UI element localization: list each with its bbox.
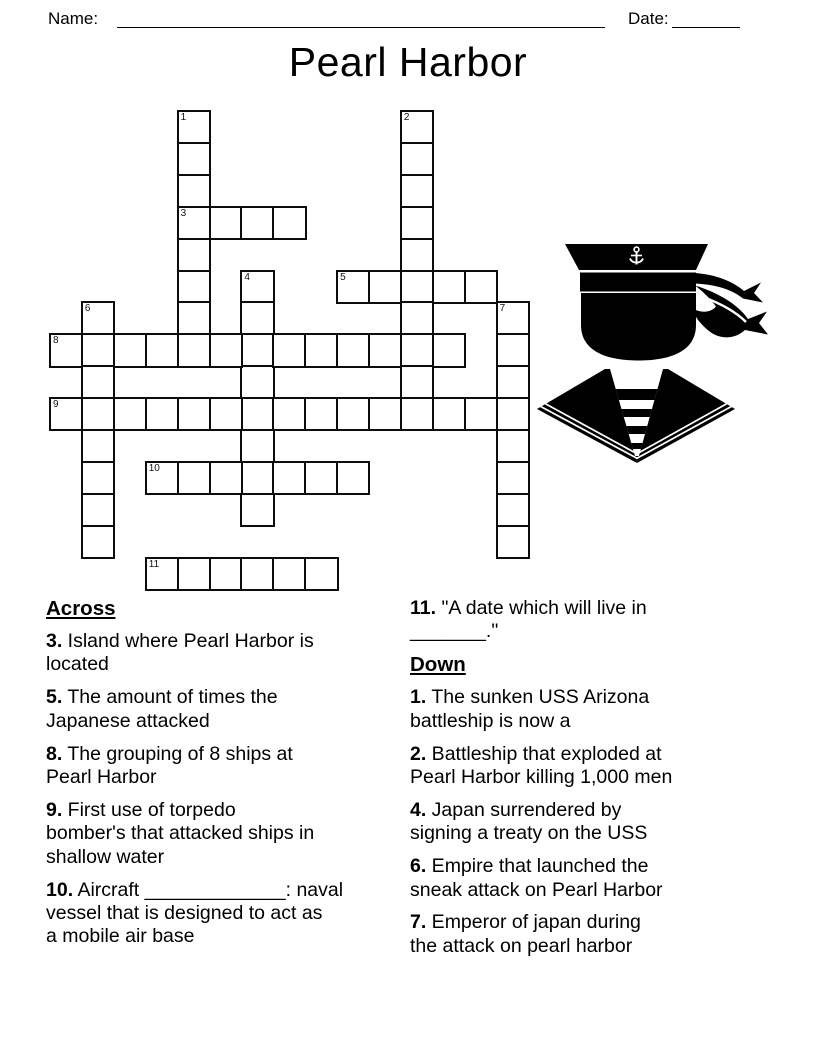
grid-cell[interactable]: [240, 301, 274, 335]
clue-number: 4.: [410, 798, 427, 821]
grid-cell[interactable]: [304, 461, 338, 495]
clue-line: 2. Battleship that exploded at: [410, 742, 662, 765]
grid-cell[interactable]: [272, 333, 306, 367]
clue-number: 1.: [410, 686, 427, 709]
clue-line: Pearl Harbor killing 1,000 men: [410, 765, 673, 788]
grid-cell[interactable]: [177, 206, 211, 240]
clue-number: 6.: [410, 855, 427, 878]
page-title: Pearl Harbor: [288, 39, 528, 85]
grid-cell[interactable]: [400, 174, 434, 208]
grid-cell[interactable]: [177, 461, 211, 495]
clue-line: _______.": [410, 620, 499, 643]
clue-line: 9. First use of torpedo: [46, 798, 236, 821]
clue-number: 2.: [410, 742, 427, 765]
grid-cell[interactable]: [145, 397, 179, 431]
grid-cell[interactable]: [240, 397, 274, 431]
cell-number: 1: [180, 112, 187, 123]
sailor-illustration: [530, 240, 778, 470]
grid-cell[interactable]: [240, 493, 274, 527]
sailor-scarf: [692, 273, 768, 337]
grid-cell[interactable]: [272, 461, 306, 495]
grid-cell[interactable]: [400, 301, 434, 335]
clue-line: 1. The sunken USS Arizona: [410, 686, 650, 709]
grid-cell[interactable]: [496, 493, 530, 527]
grid-cell[interactable]: [177, 238, 211, 272]
grid-cell[interactable]: [145, 333, 179, 367]
grid-cell[interactable]: [240, 429, 274, 463]
grid-cell[interactable]: [209, 557, 243, 591]
grid-cell[interactable]: [368, 333, 402, 367]
clue-line: 7. Emperor of japan during: [410, 911, 641, 934]
grid-cell[interactable]: [272, 557, 306, 591]
clue-line: 11. "A date which will live in: [410, 597, 647, 619]
grid-cell[interactable]: [464, 270, 498, 304]
grid-cell[interactable]: [496, 365, 530, 399]
sailor-head: [581, 293, 696, 361]
grid-cell[interactable]: [400, 142, 434, 176]
grid-cell[interactable]: [368, 270, 402, 304]
cell-number: 9: [53, 399, 59, 411]
grid-cell[interactable]: [400, 238, 434, 272]
across-clues-column: [46, 597, 402, 958]
clue-number: 5.: [46, 686, 63, 709]
grid-cell[interactable]: [240, 557, 274, 591]
cell-number: 10: [148, 462, 160, 474]
grid-cell[interactable]: [432, 397, 466, 431]
grid-cell[interactable]: [209, 333, 243, 367]
clue-2: [410, 743, 800, 790]
clue-9: [46, 799, 402, 869]
grid-cell[interactable]: [336, 461, 370, 495]
sailor-hatband: [580, 273, 696, 292]
grid-cell[interactable]: [81, 333, 115, 367]
grid-cell[interactable]: [336, 333, 370, 367]
grid-cell[interactable]: [400, 270, 434, 304]
grid-cell[interactable]: [49, 333, 83, 367]
clue-line: 5. The amount of times the: [46, 686, 278, 709]
grid-cell[interactable]: [81, 461, 115, 495]
grid-cell[interactable]: [209, 206, 243, 240]
grid-cell[interactable]: [177, 333, 211, 367]
grid-cell[interactable]: [304, 557, 338, 591]
clue-8: [46, 743, 402, 790]
down-clues-column: [410, 597, 800, 968]
grid-cell[interactable]: [209, 461, 243, 495]
clue-line: the attack on pearl harbor: [410, 934, 633, 957]
clue-3: [46, 630, 402, 677]
date-label: Date:: [628, 9, 669, 28]
across-header: Across: [46, 597, 116, 620]
grid-cell[interactable]: [81, 429, 115, 463]
clue-line: Pearl Harbor: [46, 765, 157, 788]
grid-cell[interactable]: [496, 525, 530, 559]
down-header: Down: [410, 653, 466, 677]
grid-cell[interactable]: [177, 557, 211, 591]
grid-cell[interactable]: [496, 301, 530, 335]
grid-cell[interactable]: [272, 206, 306, 240]
clue-line: located: [46, 653, 109, 676]
clue-line: bomber's that attacked ships in: [46, 822, 315, 845]
clue-line: 3. Island where Pearl Harbor is: [46, 629, 314, 652]
grid-cell[interactable]: [240, 333, 274, 367]
grid-cell[interactable]: [145, 461, 179, 495]
grid-cell[interactable]: [81, 397, 115, 431]
cell-number: 4: [244, 271, 250, 283]
grid-cell[interactable]: [113, 397, 147, 431]
cell-number: 11: [148, 558, 160, 570]
grid-cell[interactable]: [113, 333, 147, 367]
grid-cell[interactable]: [496, 429, 530, 463]
grid-cell[interactable]: [400, 333, 434, 367]
clue-line: a mobile air base: [46, 925, 195, 948]
grid-cell[interactable]: [336, 397, 370, 431]
grid-cell[interactable]: [177, 270, 211, 304]
grid-cell[interactable]: [177, 110, 211, 144]
clue-line: 10. Aircraft _____________: naval: [46, 878, 344, 901]
cell-number: 7: [499, 303, 506, 315]
grid-cell[interactable]: [496, 333, 530, 367]
clue-line: 6. Empire that launched the: [410, 855, 649, 878]
grid-cell[interactable]: [177, 174, 211, 208]
clue-number: 8.: [46, 742, 63, 765]
clue-6: [410, 855, 800, 902]
sailor-collar: [537, 369, 735, 463]
grid-cell[interactable]: [336, 270, 370, 304]
clue-line: Japanese attacked: [46, 709, 210, 732]
grid-cell[interactable]: [496, 397, 530, 431]
grid-cell[interactable]: [81, 525, 115, 559]
grid-cell[interactable]: [464, 397, 498, 431]
clue-line: vessel that is designed to act as: [46, 901, 323, 924]
name-label: Name:: [48, 9, 99, 28]
grid-cell[interactable]: [400, 397, 434, 431]
cell-number: 8: [53, 335, 59, 347]
grid-cell[interactable]: [240, 461, 274, 495]
clue-10: [46, 879, 402, 949]
grid-cell[interactable]: [145, 557, 179, 591]
grid-cell[interactable]: [177, 301, 211, 335]
clue-number: 7.: [410, 911, 427, 934]
clue-1: [410, 686, 800, 733]
grid-cell[interactable]: [272, 397, 306, 431]
grid-cell[interactable]: [240, 365, 274, 399]
grid-cell[interactable]: [81, 365, 115, 399]
grid-cell[interactable]: [177, 142, 211, 176]
grid-cell[interactable]: [177, 397, 211, 431]
grid-cell[interactable]: [400, 110, 434, 144]
grid-cell[interactable]: [209, 397, 243, 431]
clue-number: 10.: [46, 878, 74, 901]
grid-cell[interactable]: [49, 397, 83, 431]
cell-number: 5: [340, 271, 346, 283]
clue-number: 9.: [46, 798, 63, 821]
clue-line: 8. The grouping of 8 ships at: [46, 742, 293, 765]
cell-number: 3: [180, 207, 187, 219]
clue-line: battleship is now a: [410, 709, 571, 732]
date-line[interactable]: [672, 27, 740, 28]
clue-11: [410, 597, 800, 644]
name-line[interactable]: [117, 27, 605, 28]
grid-cell[interactable]: [304, 333, 338, 367]
grid-cell[interactable]: [240, 270, 274, 304]
grid-cell[interactable]: [240, 206, 274, 240]
grid-cell[interactable]: [368, 397, 402, 431]
grid-cell[interactable]: [304, 397, 338, 431]
cell-number: 6: [84, 303, 91, 315]
grid-cell[interactable]: [432, 333, 466, 367]
clue-number: 3.: [46, 629, 63, 652]
grid-cell[interactable]: [432, 270, 466, 304]
clue-4: [410, 799, 800, 846]
clue-line: 4. Japan surrendered by: [410, 798, 622, 821]
cell-number: 2: [403, 112, 410, 123]
grid-cell[interactable]: [496, 461, 530, 495]
clue-5: [46, 686, 402, 733]
clue-number: 11.: [410, 597, 437, 619]
clue-line: sneak attack on Pearl Harbor: [410, 878, 663, 901]
grid-cell[interactable]: [400, 365, 434, 399]
grid-cell[interactable]: [81, 493, 115, 527]
clue-line: shallow water: [46, 845, 165, 868]
grid-cell[interactable]: [81, 301, 115, 335]
clue-line: signing a treaty on the USS: [410, 822, 648, 845]
clue-7: [410, 911, 800, 958]
grid-cell[interactable]: [400, 206, 434, 240]
